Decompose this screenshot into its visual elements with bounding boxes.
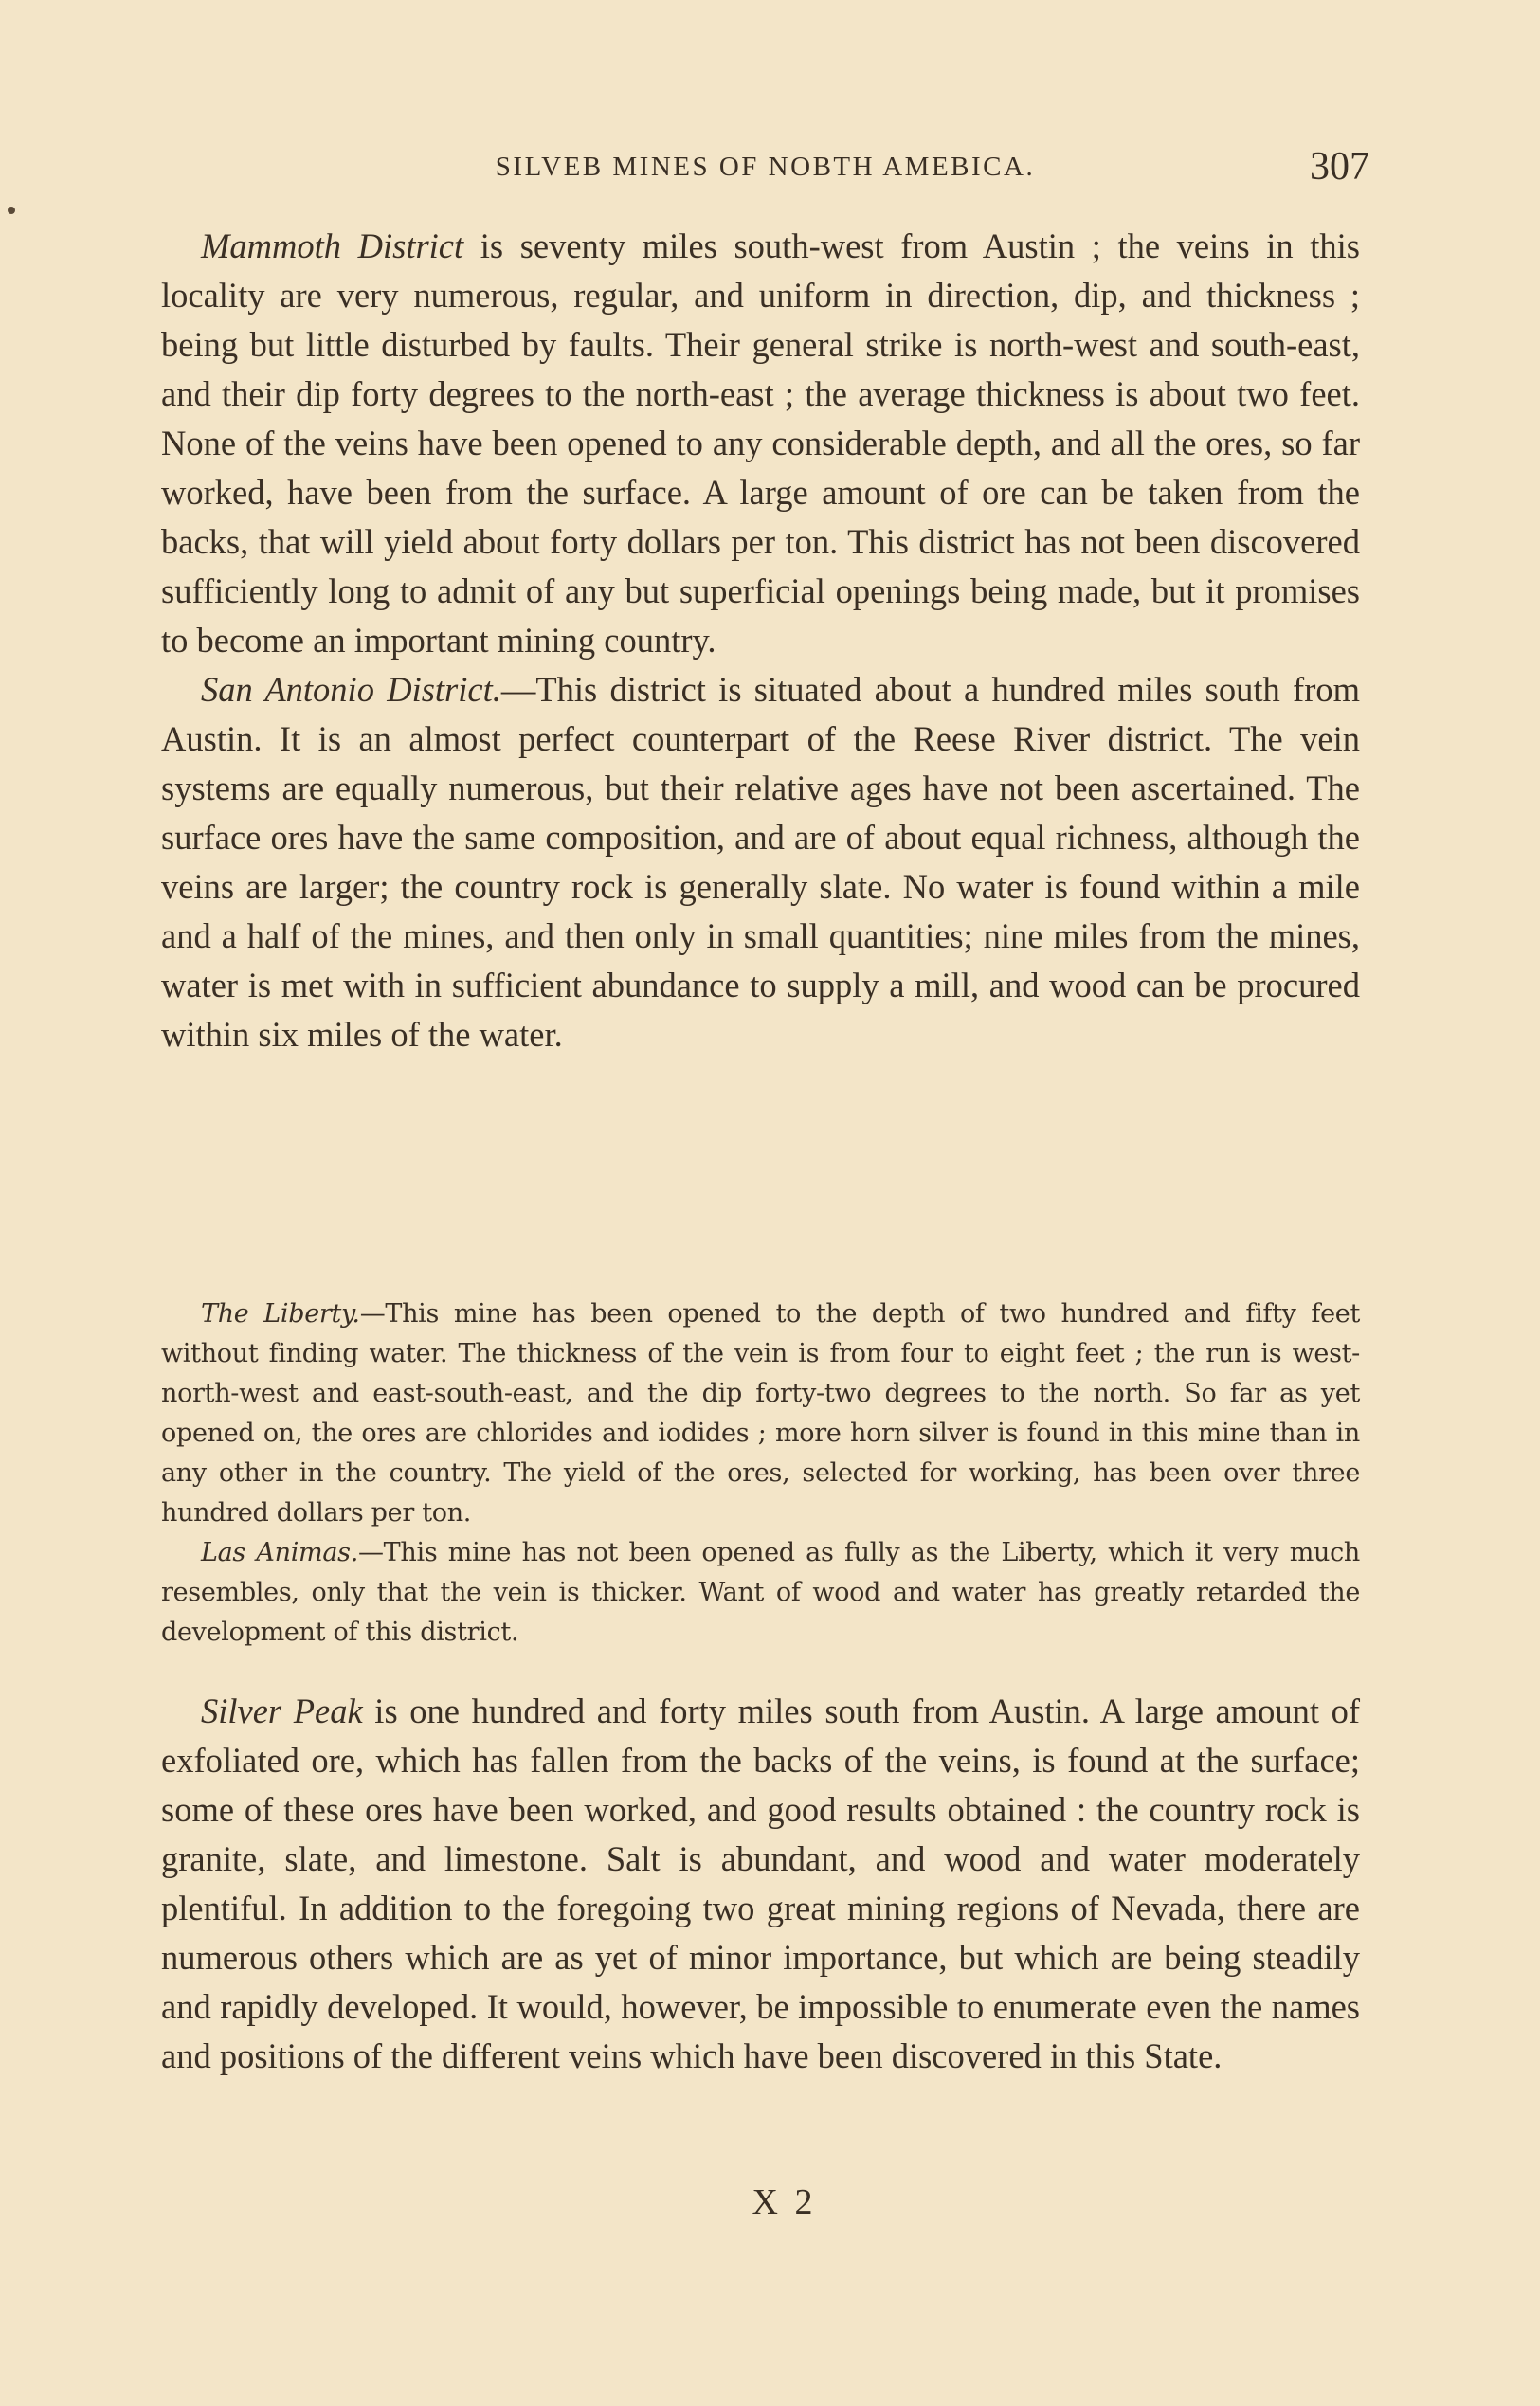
paragraph-lead: The Liberty. — [201, 1299, 360, 1329]
paragraph-liberty — [161, 1294, 1360, 1533]
paragraph-body: —This district is situated about a hundred miles south from Austin. It is an almost perfect counterpart of the Reese River district. The vein systems are equally numerous, but their relative ages have not been ascertained. The surface ores have the same composition, and are of about equal richness, although the veins are larger; the country rock is generally slate. No water is found within a mile and a half of the mines, and then only in small quantities; nine miles from the mines, water is met with in sufficient abundance to supply a mill, and wood can be procured within six miles of the water. — [161, 670, 1360, 1054]
paragraph-lead: San Antonio District. — [201, 670, 501, 709]
main-text-block — [161, 222, 1360, 1059]
running-head: SILVEB MINES OF NOBTH AMEBICA. — [495, 152, 1036, 182]
paragraph-lead: Mammoth District — [201, 226, 464, 265]
paragraph-lead: Silver Peak — [201, 1691, 363, 1730]
paragraph-lead: Las Animas. — [201, 1538, 358, 1567]
mine-notes-block — [161, 1294, 1360, 1653]
paragraph-mammoth-district — [161, 222, 1360, 665]
page-header — [161, 144, 1369, 191]
paragraph-silver-peak — [161, 1687, 1360, 2081]
paragraph-body: is one hundred and forty miles south from Austin. A large amount of exfoliated ore, which has fallen from the backs of the veins, is found at the surface; some of these ores have been worked, and good results obtained : the country rock is granite, slate, and limestone. Salt is abundant, and wood and water moderately plentiful. In addition to the foregoing two great mining regions of Nevada, there are numerous others which are as yet of minor importance, but which are being steadily and rapidly developed. It would, however, be impossible to enumerate even the names and positions of the different veins which have been discovered in this State. — [161, 1691, 1360, 2075]
margin-mark — [8, 207, 15, 214]
page-number: 307 — [1310, 145, 1369, 189]
paragraph-las-animas — [161, 1533, 1360, 1653]
paragraph-san-antonio-district — [161, 665, 1360, 1059]
signature-mark: X 2 — [752, 2182, 817, 2222]
closing-text-block — [161, 1687, 1360, 2081]
paragraph-body: —This mine has been opened to the depth of two hundred and fifty feet without finding water. The thickness of the vein is from four to eight feet ; the run is west-north-west and east-south-east, and the dip forty-two degrees to the north. So far as yet opened on, the ores are chlorides and iodides ; more horn silver is found in this mine than in any other in the country. The yield of the ores, selected for working, has been over three hundred dollars per ton. — [161, 1299, 1360, 1528]
paragraph-body: is seventy miles south-west from Austin ; the veins in this locality are very numerous, regular, and uniform in direction, dip, and thickness ; being but little disturbed by faults. Their general strike is north-west and south-east, and their dip forty degrees to the north-east ; the average thickness is about two feet. None of the veins have been opened to any considerable depth, and all the ores, so far worked, have been from the surface. A large amount of ore can be taken from the backs, that will yield about forty dollars per ton. This district has not been discovered sufficiently long to admit of any but superficial openings being made, but it promises to become an important mining country. — [161, 226, 1361, 660]
paragraph-body: —This mine has not been opened as fully as the Liberty, which it very much resembles, only that the vein is thicker. Want of wood and water has greatly retarded the development of this district. — [161, 1538, 1361, 1647]
